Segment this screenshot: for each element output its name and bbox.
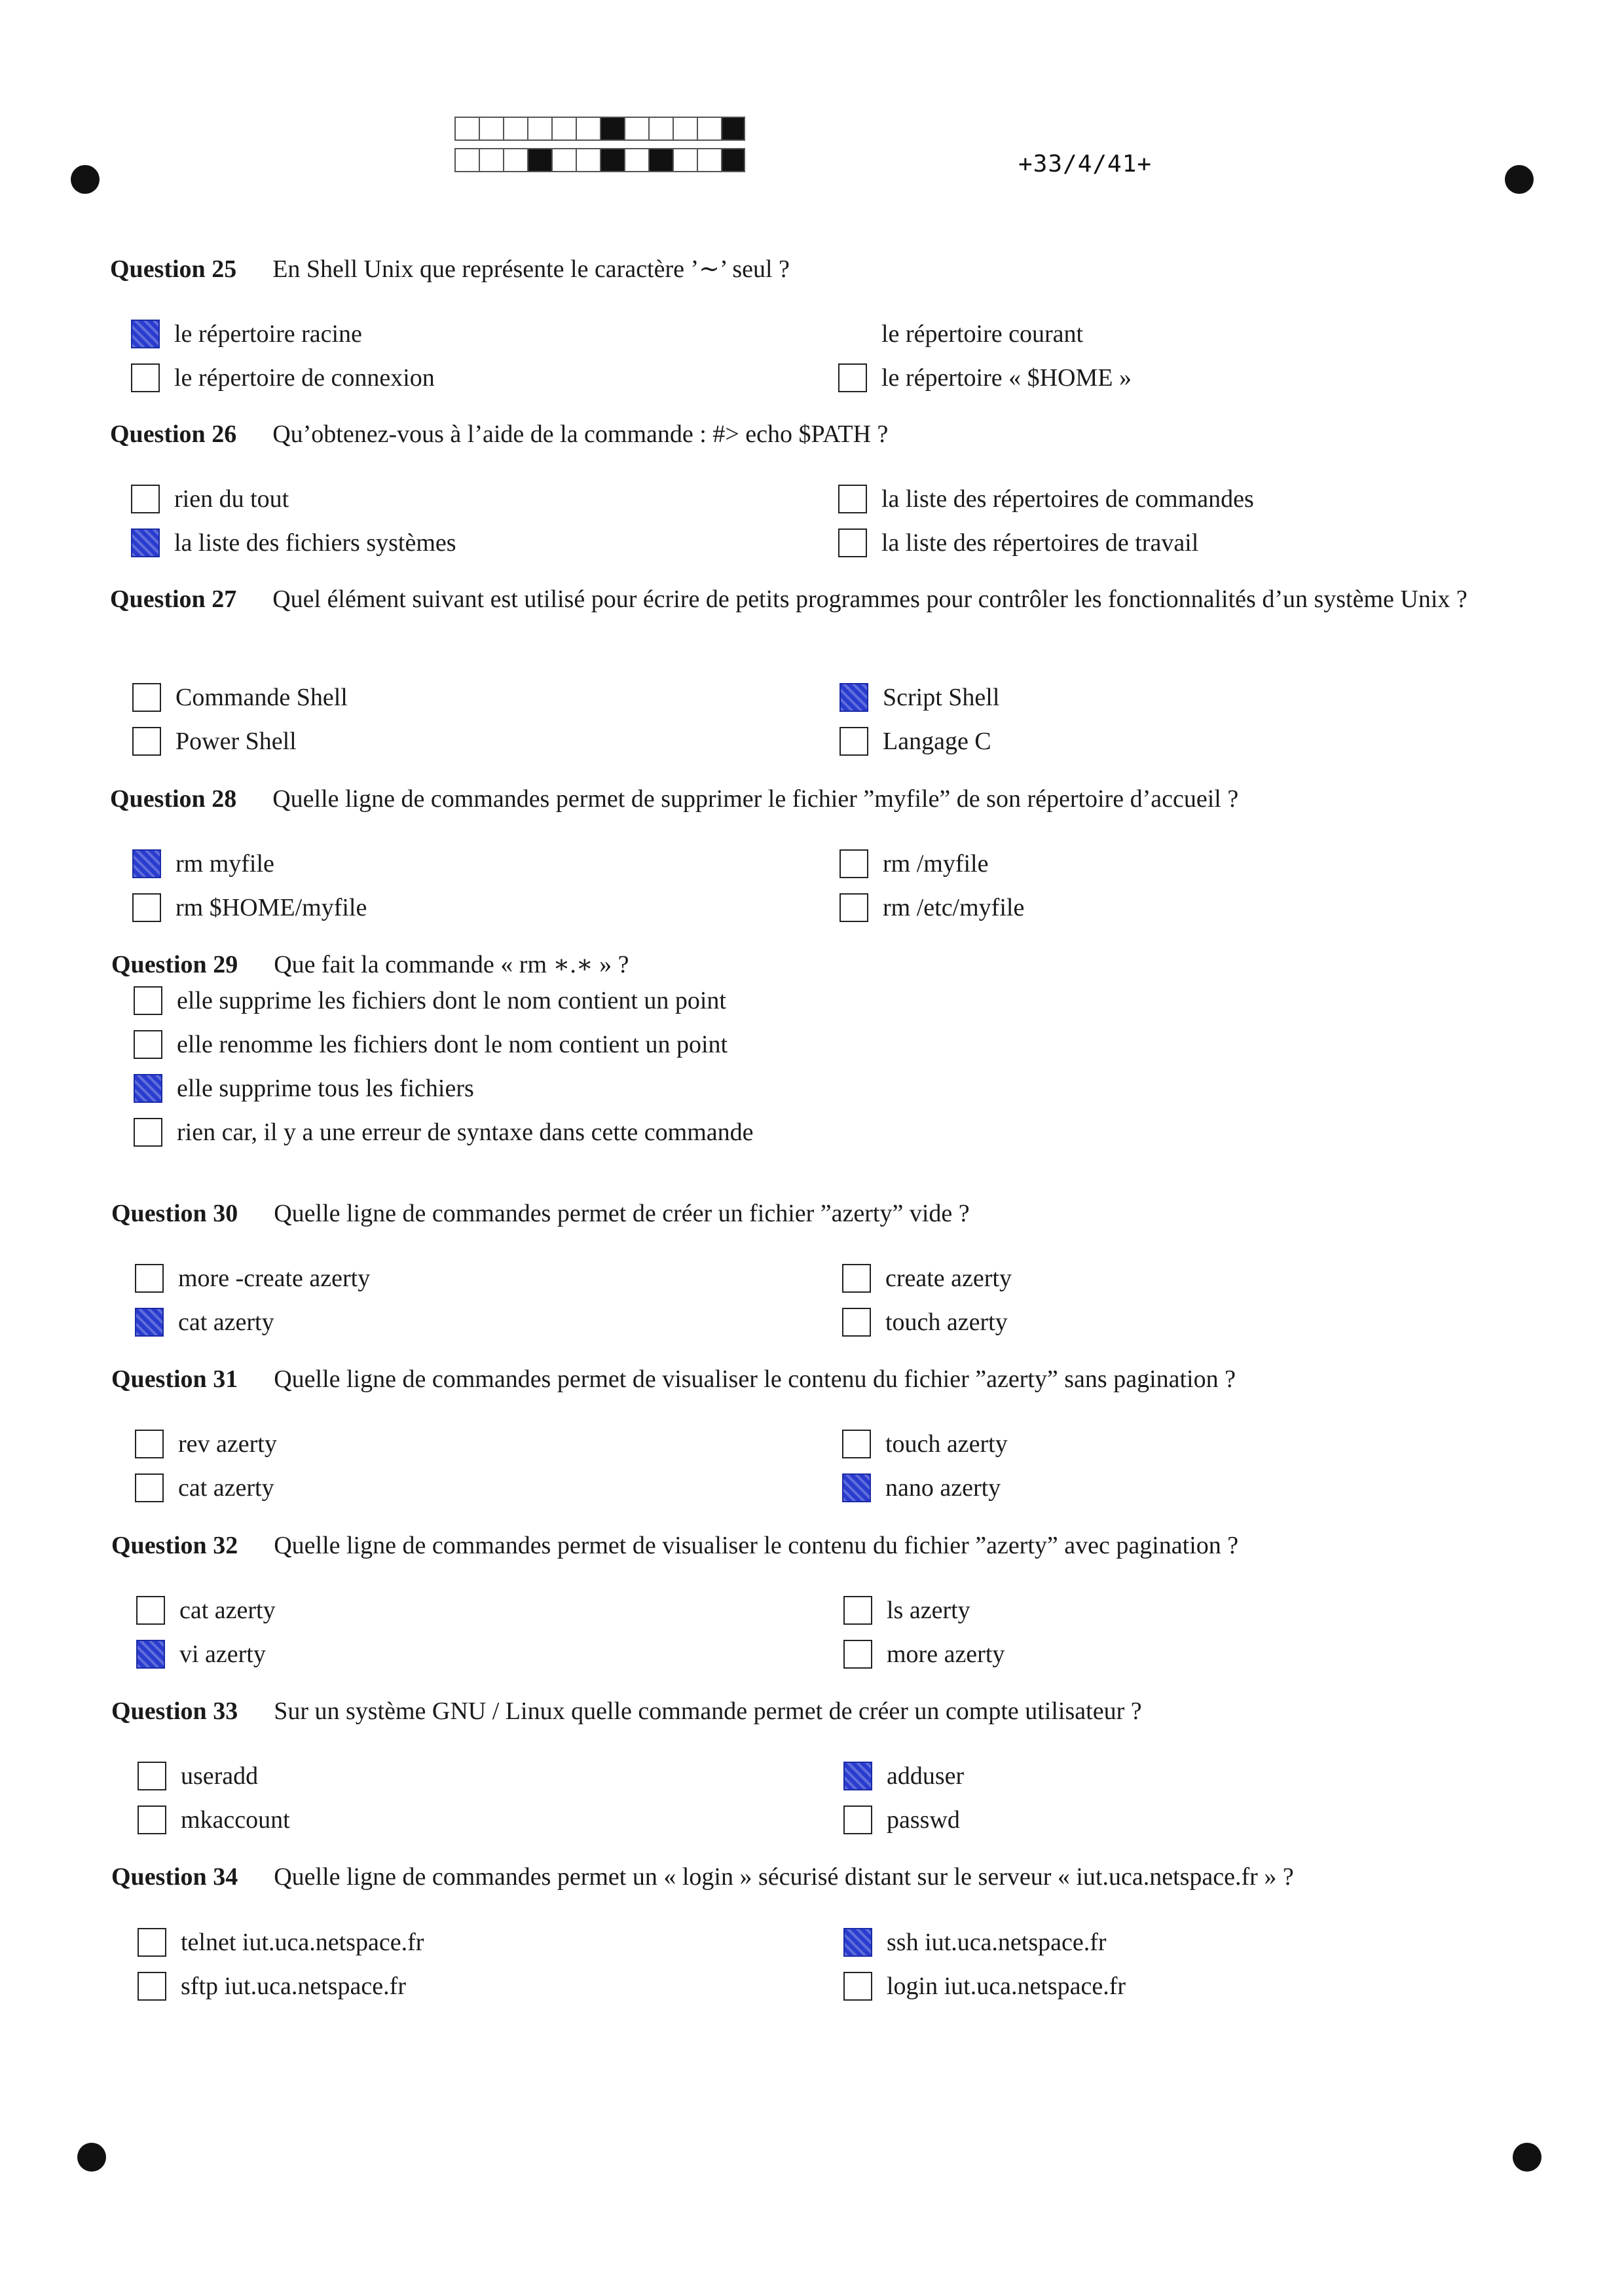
checkbox[interactable]	[838, 320, 867, 348]
checked-checkbox[interactable]	[136, 1640, 165, 1669]
code-cell	[503, 148, 527, 172]
checkbox[interactable]	[838, 528, 867, 557]
code-cell	[648, 117, 673, 141]
code-cell	[600, 148, 624, 172]
question-29	[111, 948, 1506, 982]
answer-option[interactable]	[132, 846, 274, 881]
answer-option[interactable]	[136, 1637, 266, 1672]
question-number: Question 31	[111, 1365, 238, 1393]
answer-label: Script Shell	[883, 684, 1000, 711]
answer-option[interactable]	[132, 890, 367, 925]
question-text: Sur un système GNU / Linux quelle commande permet de créer un compte utilisateur ?	[274, 1697, 1142, 1725]
answer-option[interactable]	[135, 1305, 274, 1340]
answer-option[interactable]	[131, 360, 435, 396]
checkbox[interactable]	[134, 1030, 162, 1059]
question-text: Quelle ligne de commandes permet de supprimer le fichier ”myfile” de son répertoire d’accueil ?	[272, 785, 1239, 813]
answer-option[interactable]	[840, 680, 999, 715]
checked-checkbox[interactable]	[135, 1308, 164, 1337]
checked-checkbox[interactable]	[840, 683, 868, 712]
checked-checkbox[interactable]	[131, 528, 160, 557]
answer-option[interactable]	[842, 1426, 1008, 1462]
registration-mark-bottom-right	[1513, 2143, 1541, 2172]
answer-option[interactable]	[842, 1470, 1001, 1506]
question-30	[111, 1196, 1506, 1231]
checkbox[interactable]	[840, 727, 868, 756]
code-cell	[551, 117, 576, 141]
question-number: Question 34	[111, 1863, 238, 1891]
registration-mark-top-left	[71, 165, 100, 194]
code-cell	[600, 117, 624, 141]
answer-option[interactable]	[843, 1925, 1107, 1960]
checkbox[interactable]	[135, 1473, 164, 1502]
answer-label: ls azerty	[887, 1597, 970, 1624]
answer-option[interactable]	[135, 1261, 370, 1296]
code-cell	[527, 148, 551, 172]
answer-option[interactable]	[840, 846, 988, 881]
answer-option[interactable]	[131, 316, 362, 352]
checkbox[interactable]	[842, 1308, 871, 1337]
checkbox[interactable]	[136, 1596, 165, 1625]
question-26	[110, 417, 1505, 451]
answer-label: la liste des fichiers systèmes	[174, 529, 456, 557]
answer-option[interactable]	[838, 360, 1132, 396]
question-number: Question 29	[111, 951, 238, 978]
checkbox[interactable]	[134, 986, 162, 1015]
answer-option[interactable]	[138, 1758, 258, 1794]
code-cell	[624, 148, 648, 172]
question-text: Qu’obtenez-vous à l’aide de la commande : #> echo $PATH ?	[272, 420, 889, 448]
answer-option[interactable]	[843, 1758, 964, 1794]
question-number: Question 33	[111, 1697, 238, 1725]
checked-checkbox[interactable]	[843, 1762, 872, 1790]
answer-option[interactable]	[838, 316, 1083, 352]
answer-option[interactable]	[842, 1261, 1012, 1296]
answer-label: Commande Shell	[175, 684, 348, 711]
code-cell	[503, 117, 527, 141]
question-text: Que fait la commande « rm ∗.∗ » ?	[274, 951, 629, 978]
answer-label: rev azerty	[178, 1430, 277, 1458]
code-cell	[551, 148, 576, 172]
question-25	[110, 252, 1505, 286]
answer-option[interactable]	[134, 1027, 728, 1062]
checkbox[interactable]	[843, 1640, 872, 1669]
answer-option[interactable]	[838, 481, 1254, 517]
answer-option[interactable]	[138, 1802, 290, 1838]
answer-option[interactable]	[843, 1637, 1005, 1672]
checkbox[interactable]	[138, 1928, 166, 1957]
answer-label: mkaccount	[181, 1806, 290, 1834]
answer-label: la liste des répertoires de travail	[881, 529, 1199, 557]
code-cell	[479, 117, 503, 141]
answer-label: touch azerty	[885, 1308, 1008, 1336]
answer-option[interactable]	[134, 1115, 754, 1150]
code-cell	[697, 117, 721, 141]
checkbox[interactable]	[843, 1805, 872, 1834]
answer-option[interactable]	[138, 1925, 424, 1960]
answer-label: telnet iut.uca.netspace.fr	[181, 1929, 424, 1956]
answer-label: cat azerty	[178, 1308, 274, 1336]
question-27	[110, 582, 1505, 616]
answer-label: elle supprime tous les fichiers	[177, 1075, 474, 1102]
answer-label: login iut.uca.netspace.fr	[887, 1972, 1126, 2000]
answer-option[interactable]	[135, 1426, 277, 1462]
question-31	[111, 1362, 1506, 1396]
question-number: Question 26	[110, 420, 237, 448]
answer-label: vi azerty	[179, 1640, 266, 1668]
code-cell	[479, 148, 503, 172]
question-34	[111, 1860, 1506, 1894]
answer-label: rm $HOME/myfile	[175, 894, 367, 921]
answer-label: elle renomme les fichiers dont le nom contient un point	[177, 1031, 728, 1058]
checked-checkbox[interactable]	[131, 320, 160, 348]
answer-label: rm myfile	[175, 850, 274, 878]
checkbox[interactable]	[132, 893, 161, 922]
answer-option[interactable]	[840, 890, 1024, 925]
checkbox[interactable]	[135, 1430, 164, 1458]
checked-checkbox[interactable]	[843, 1928, 872, 1957]
checked-checkbox[interactable]	[842, 1473, 871, 1502]
checkbox[interactable]	[131, 485, 160, 513]
answer-label: Power Shell	[175, 728, 297, 755]
checkbox[interactable]	[840, 893, 868, 922]
checkbox[interactable]	[842, 1264, 871, 1293]
answer-option[interactable]	[843, 1802, 960, 1838]
question-text: Quelle ligne de commandes permet de visualiser le contenu du fichier ”azerty” sans pagination ?	[274, 1365, 1236, 1393]
answer-label: more -create azerty	[178, 1265, 371, 1292]
checkbox[interactable]	[838, 363, 867, 392]
question-number: Question 25	[110, 255, 237, 283]
code-cell	[673, 117, 697, 141]
answer-label: cat azerty	[179, 1597, 276, 1624]
answer-option[interactable]	[842, 1305, 1008, 1340]
answer-option[interactable]	[134, 983, 726, 1018]
checkbox[interactable]	[840, 849, 868, 878]
code-cell	[454, 117, 479, 141]
answer-label: ssh iut.uca.netspace.fr	[887, 1929, 1107, 1956]
answer-label: rien du tout	[174, 485, 289, 513]
checkbox[interactable]	[138, 1805, 166, 1834]
code-cell	[648, 148, 673, 172]
question-text: Quelle ligne de commandes permet de créer un fichier ”azerty” vide ?	[274, 1200, 970, 1227]
code-cell	[576, 148, 600, 172]
answer-label: touch azerty	[885, 1430, 1008, 1458]
registration-mark-top-right	[1505, 165, 1534, 194]
answer-option[interactable]	[843, 1969, 1126, 2004]
answer-option[interactable]	[132, 680, 348, 715]
checkbox[interactable]	[138, 1972, 166, 2001]
question-32	[111, 1528, 1506, 1563]
answer-label: le répertoire de connexion	[174, 364, 435, 392]
code-cell	[721, 148, 745, 172]
question-number: Question 32	[111, 1532, 238, 1559]
answer-label: nano azerty	[885, 1474, 1001, 1502]
question-number: Question 30	[111, 1200, 238, 1227]
answer-option[interactable]	[131, 481, 289, 517]
code-cell	[721, 117, 745, 141]
answer-label: passwd	[887, 1806, 960, 1834]
checkbox[interactable]	[842, 1430, 871, 1458]
answer-label: more azerty	[887, 1640, 1005, 1668]
question-number: Question 28	[110, 785, 237, 813]
answer-option[interactable]	[135, 1470, 274, 1506]
checked-checkbox[interactable]	[134, 1074, 162, 1103]
code-cell	[527, 117, 551, 141]
answer-option[interactable]	[131, 525, 456, 561]
answer-option[interactable]	[136, 1593, 276, 1628]
answer-label: create azerty	[885, 1265, 1012, 1292]
answer-option[interactable]	[838, 525, 1198, 561]
checkbox[interactable]	[132, 683, 161, 712]
answer-label: rm /myfile	[883, 850, 989, 878]
answer-option[interactable]	[138, 1969, 406, 2004]
checkbox[interactable]	[843, 1596, 872, 1625]
code-cell	[697, 148, 721, 172]
page-code: +33/4/41+	[1018, 151, 1153, 177]
checkbox[interactable]	[134, 1118, 162, 1147]
question-28	[110, 782, 1505, 816]
answer-label: useradd	[181, 1762, 259, 1790]
code-cell	[576, 117, 600, 141]
answer-label: rien car, il y a une erreur de syntaxe dans cette commande	[177, 1119, 754, 1146]
question-text: Quelle ligne de commandes permet un « login » sécurisé distant sur le serveur « iut.uca.netspace.fr » ?	[274, 1863, 1294, 1891]
answer-label: cat azerty	[178, 1474, 274, 1502]
answer-label: sftp iut.uca.netspace.fr	[181, 1972, 406, 2000]
checkbox[interactable]	[135, 1264, 164, 1293]
answer-option[interactable]	[132, 724, 297, 759]
checkbox[interactable]	[843, 1972, 872, 2001]
answer-label: le répertoire courant	[881, 320, 1084, 348]
code-cell	[624, 117, 648, 141]
page-id-code-top-row	[454, 117, 745, 141]
code-cell	[673, 148, 697, 172]
answer-label: la liste des répertoires de commandes	[881, 485, 1254, 513]
question-text: Quelle ligne de commandes permet de visualiser le contenu du fichier ”azerty” avec pagination ?	[274, 1532, 1239, 1559]
question-number: Question 27	[110, 585, 237, 613]
checkbox[interactable]	[132, 727, 161, 756]
answer-label: le répertoire racine	[174, 320, 362, 348]
answer-label: rm /etc/myfile	[883, 894, 1025, 921]
checked-checkbox[interactable]	[132, 849, 161, 878]
page-id-code-bottom-row	[454, 148, 745, 172]
answer-label: Langage C	[883, 728, 991, 755]
answer-option[interactable]	[843, 1593, 970, 1628]
code-cell	[454, 148, 479, 172]
answer-option[interactable]	[134, 1071, 474, 1106]
checkbox[interactable]	[138, 1762, 166, 1790]
answer-label: le répertoire « $HOME »	[881, 364, 1132, 392]
question-text: En Shell Unix que représente le caractère ’∼’ seul ?	[272, 255, 790, 283]
question-text: Quel élément suivant est utilisé pour écrire de petits programmes pour contrôler les fonctionnalités d’un système Unix ?	[272, 585, 1467, 613]
checkbox[interactable]	[838, 485, 867, 513]
question-33	[111, 1694, 1506, 1728]
answer-label: elle supprime les fichiers dont le nom contient un point	[177, 987, 726, 1014]
answer-label: adduser	[887, 1762, 965, 1790]
answer-option[interactable]	[840, 724, 991, 759]
registration-mark-bottom-left	[77, 2143, 106, 2172]
checkbox[interactable]	[131, 363, 160, 392]
